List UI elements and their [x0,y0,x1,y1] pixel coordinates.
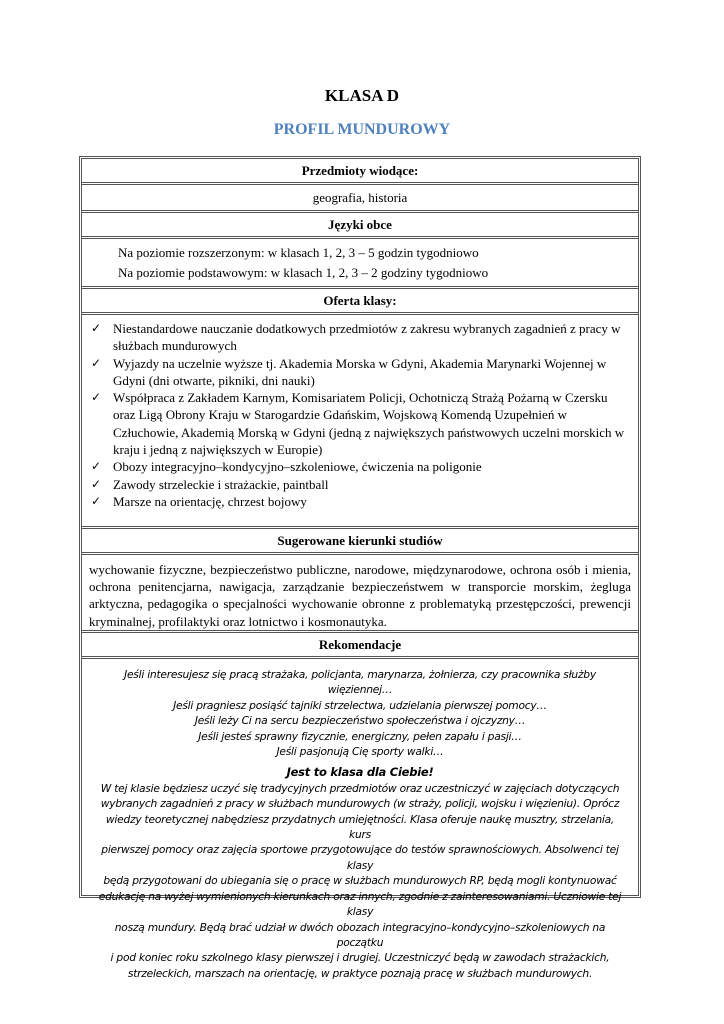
recommendations-header: Rekomendacje [82,633,638,659]
offer-item: ✓ Niestandardowe nauczanie dodatkowych przedmiotów z zakresu wybranych zagadnień z pracy w służbach mundurowych [91,321,621,354]
offer-content [82,315,638,529]
studies-content: wychowanie fizyczne, bezpieczeństwo publiczne, narodowe, międzynarodowe, ochrona osób i mienia, ochrona penitencjarna, nawigacja, zarządzanie bezpieczeństwem w transporcie morskim, żegluga arktyczna, pedagogika o specjalności wychowanie obronne z problematyką przestępczości, prewencji kryminalnej, profilaktyki oraz lotnictwo i kosmonautyka. [82,555,638,633]
checkmark-icon: ✓ [91,355,102,370]
recommendation-paragraph-line: i pod koniec roku szkolnego klasy pierwszej i drugiej. Uczestniczyć będą w zawodach strażackich, [110,951,610,965]
checkmark-icon: ✓ [91,321,102,335]
checkmark-icon: ✓ [91,476,102,491]
recommendation-paragraph-line: strzeleckich, marszach na orientację, w praktyce poznają pracę w służbach mundurowych. [127,966,593,980]
recommendation-question: Jeśli jesteś sprawny fizycznie, energiczny, pełen zapału i pasji… [198,729,522,743]
subjects-header: Przedmioty wiodące: [82,159,638,185]
language-line: Na poziomie rozszerzonym: w klasach 1, 2, 3 – 5 godzin tygodniowo [118,245,479,260]
checkmark-icon: ✓ [91,493,102,508]
subjects-content: geografia, historia [82,185,638,213]
checkmark-icon: ✓ [91,390,102,405]
offer-list [91,320,632,510]
page-title: KLASA D [324,86,400,105]
recommendation-paragraph-line: edukację na wyżej wymienionych kierunkach oraz innych, zgodnie z zainteresowaniami. Uczniowie tej klasy [98,889,622,919]
recommendation-question: Jeśli interesujesz się pracą strażaka, policjanta, marynarza, żołnierza, czy pracownika służby więziennej… [124,668,596,697]
languages-header: Języki obce [82,213,638,239]
recommendation-question: Jeśli pasjonują Cię sporty walki… [276,745,444,759]
offer-header: Oferta klasy: [82,289,638,315]
offer-item: ✓ Zawody strzeleckie i strażackie, paintball [91,476,329,492]
recommendation-paragraph-line: będą przygotowani do ubiegania się o pracę w służbach mundurowych RP, będą mogli kontynuować [103,874,617,888]
page-subtitle: PROFIL MUNDUROWY [273,121,451,138]
recommendation-paragraph-line: W tej klasie będziesz uczyć się tradycyjnych przedmiotów oraz uczestniczyć w zajęciach dotyczących [100,781,620,795]
recommendation-headline: Jest to klasa dla Ciebie! [286,765,434,780]
recommendation-paragraph-line: pierwszej pomocy oraz zajęcia sportowe przygotowujące do testów sprawnościowych. Absolwenci tej klasy [101,843,619,872]
offer-item: ✓ Wyjazdy na uczelnie wyższe tj. Akademia Morska w Gdyni, Akademia Marynarki Wojennej w Gdyni (dni otwarte, pikniki, dni nauki) [91,355,607,388]
checkmark-icon: ✓ [91,459,102,474]
language-line: Na poziomie podstawowym: w klasach 1, 2, 3 – 2 godziny tygodniowo [118,265,489,280]
languages-content [82,239,638,289]
recommendation-paragraph-line: noszą mundury. Będą brać udział w dwóch obozach integracyjno–kondycyjno–szkoleniowych na początku [114,920,606,949]
recommendation-paragraph-line: wybranych zagadnień z pracy w służbach mundurowych (w straży, policji, wojsku i więzieniu). Oprócz [100,797,620,811]
recommendations-content [82,659,638,980]
offer-item: ✓ Marsze na orientację, chrzest bojowy [91,493,307,509]
recommendation-question: Jeśli leży Ci na sercu bezpieczeństwo społeczeństwa i ojczyzny… [194,714,526,728]
class-info-table [79,156,641,980]
recommendation-question: Jeśli pragniesz posiąść tajniki strzelectwa, udzielania pierwszej pomocy… [173,698,547,712]
offer-item: ✓ Obozy integracyjno–kondycyjno–szkoleniowe, ćwiczenia na poligonie [91,459,482,475]
studies-header: Sugerowane kierunki studiów [82,529,638,555]
recommendation-paragraph-line: wiedzy teoretycznej nabędziesz przydatnych umiejętności. Klasa oferuje naukę musztry, strzelania, kurs [105,812,615,842]
offer-item: ✓ Współpraca z Zakładem Karnym, Komisariatem Policji, Ochotniczą Strażą Pożarną w Czersku oraz Ligą Obrony Kraju w Starogardzie Gdańskim, Wojskową Komendą Uzupełnień w Człuchowie, Akademią Morską w Gdyni (jedną z największych państwowych uczelni morskich w kraju i jedną z największych w Europie) [91,390,625,458]
